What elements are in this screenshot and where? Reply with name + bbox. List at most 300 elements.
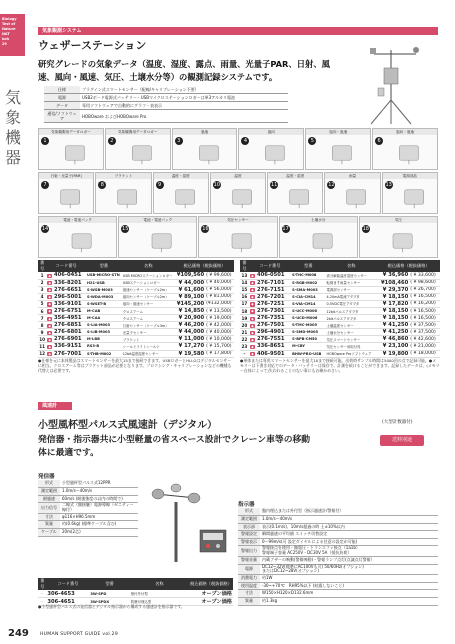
table-row: [38, 350, 234, 357]
product-number-badge: 8: [98, 181, 106, 189]
order-note-right: ●単体または専用スマートセンサーを最大10まで接続可能。出荷時サンプル時間は5000回の点で記録可能。●メモリーは下書き対応でのデータ・バッテリーは保存で、計測を続けることができます。記録したデータは、(メモリー自体によって)失われることのない事にもお確かめさい。: [240, 358, 440, 374]
product-number-badge: 1: [41, 137, 49, 145]
order-price: ¥ 17,270: [175, 343, 205, 350]
product-number-badge: 2: [108, 137, 116, 145]
order-code: 296-4901: [256, 329, 291, 336]
order-name: クロスアーム: [122, 307, 175, 314]
order-code: 276-7351: [256, 315, 291, 322]
table-row: [38, 315, 234, 322]
order-price-ex-tax: ( ¥ 37,500): [409, 329, 440, 336]
transmitter-heading: 発信器: [38, 474, 55, 480]
product-image: [223, 185, 261, 209]
table-row: [38, 293, 234, 300]
badge-cell: [249, 279, 256, 286]
product-number-badge: 13: [385, 182, 392, 188]
order-price-ex-tax: ( ¥ 18,000): [409, 350, 440, 357]
shipping-icon: ◆: [48, 302, 51, 307]
spec-key: 表示部: [238, 523, 260, 531]
order-price-ex-tax: (¥132,000): [205, 300, 234, 307]
order-note-left: ●仕様を元に本体製品はスマートセンサーを最大15まで接続できます。USBロガーとHLLGはデジタルセンサーに相当。クロスアーム等はブラケット部品が必要となります。プロクシング・キャリブレーションなどの機種も代替えは必要です。: [38, 358, 232, 374]
order-price: ¥ 44,000: [175, 329, 205, 336]
order-no: 1: [38, 272, 46, 279]
table-row: [38, 307, 234, 314]
shipping-icon: ◆: [48, 295, 51, 300]
product-cell: [38, 172, 94, 214]
product-title: 温度: [211, 173, 265, 179]
anemometer-order-note: ●小型風杯型パルス式の発信器とデジタル指示器から構成する風速計を指示器です。: [38, 604, 185, 609]
badge-cell: [249, 350, 256, 357]
product-image: [395, 185, 433, 209]
col-header: コード番号: [249, 260, 291, 272]
order-code: 336-8201: [53, 279, 86, 286]
order-code: 356-4951: [53, 315, 86, 322]
product-cell: [38, 216, 117, 258]
order-name: 気圧センサー用取付具: [325, 343, 377, 350]
shipping-icon: ◆: [48, 273, 51, 278]
spec-row: [238, 598, 438, 606]
badge-cell: [249, 286, 256, 293]
order-model: S-LIB-M003: [86, 329, 122, 336]
order-price-ex-tax: ( ¥ 40,000): [205, 279, 234, 286]
order-no: 2: [38, 279, 46, 286]
table-row: [240, 350, 440, 357]
order-code: 336-8651: [256, 343, 291, 350]
order-no: 23: [241, 343, 248, 349]
order-table-left: [38, 260, 234, 358]
product-title: 気圧: [360, 217, 437, 223]
spec-value: 約1.3kg: [260, 598, 438, 606]
sidebar-tag: Biology Test of Nature NAT koh 29: [0, 14, 25, 56]
order-table-right: [240, 260, 440, 358]
product-cell: [324, 172, 380, 214]
section2-title: 小型風杯型パルス式風速計（デジタル）: [38, 420, 218, 431]
order-price-ex-tax: ( ¥ 99,600): [205, 272, 234, 279]
order-name: 0-5VDC電圧アダプタ: [325, 300, 377, 307]
spec-row: [238, 508, 438, 516]
order-name: 気圧スマートセンサー: [325, 336, 377, 343]
transmitter-spec-table: [38, 480, 138, 537]
spec-key: 使用温度: [238, 582, 260, 590]
shipping-icon: ◆: [48, 351, 51, 356]
section1-spec-table: [44, 86, 288, 123]
order-model: S-CIA-CM14: [291, 293, 325, 300]
order-price-ex-tax: ( ¥ 26,700): [409, 286, 440, 293]
order-model: 3W-SPD: [89, 590, 129, 598]
order-no: 5: [38, 300, 46, 307]
table-row: [38, 279, 234, 286]
product-cell: [210, 172, 266, 214]
product-image: [51, 185, 89, 209]
badge-cell: [249, 272, 256, 279]
order-price: ¥ 20,900: [175, 315, 205, 322]
spec-key: 警報表示: [238, 538, 260, 546]
table-row: [38, 329, 234, 336]
shipping-icon: ◆: [48, 288, 51, 293]
order-price: ¥ 61,600: [175, 286, 205, 293]
order-price-ex-tax: ( ¥ 81,000): [205, 293, 234, 300]
product-image: [131, 229, 192, 253]
order-no: 21: [241, 329, 248, 335]
spec-key: 形式: [238, 508, 260, 516]
order-name: シールドライトシールド: [122, 343, 175, 350]
shipping-icon: ◆: [48, 281, 51, 286]
order-name: USBステーションロガー: [122, 279, 175, 286]
spec-key: ケーブル: [38, 529, 60, 537]
order-model: M-CAB: [86, 307, 122, 314]
order-model: BHW-PRO-USB: [291, 350, 325, 357]
order-code: 276-7251: [256, 300, 291, 307]
col-header: 名称: [130, 578, 189, 590]
product-title: 電池・電池パック: [119, 217, 196, 223]
spec-key: 耐風速: [38, 495, 60, 503]
order-code: 276-6801: [53, 329, 86, 336]
product-image: [280, 185, 318, 209]
spec-value: 二線式（無接触）電源導線（ゼニティー線付）: [60, 503, 138, 514]
order-no: 9: [38, 329, 46, 336]
product-number-badge: 15: [122, 226, 129, 232]
table-row: [38, 300, 234, 307]
order-price: ¥ 18,150: [377, 307, 409, 314]
order-name: 風向センサー（ケーブル2m）: [122, 293, 175, 300]
spec-value: 盤内埋込または外付型（指示風速計/警報付）: [260, 508, 438, 516]
order-model: M-CAA: [86, 315, 122, 322]
spec-row: [38, 488, 138, 496]
product-row: [38, 172, 438, 214]
order-no: 8: [38, 322, 46, 329]
spec-row: [38, 503, 138, 514]
order-code: 306-4651: [46, 598, 89, 606]
product-row: [38, 216, 438, 258]
order-no: 17: [241, 301, 248, 307]
product-cell: [372, 128, 438, 170]
table-row: [38, 343, 234, 350]
order-name: 防塵付埋込型: [130, 598, 189, 606]
spec-value: W150×H120×D132.6mm: [260, 590, 438, 598]
spec-row: [38, 480, 138, 488]
spec-value: 表示(0.1m/s)、10m/s超過の時 土±10%以内: [260, 523, 438, 531]
sidebar: [0, 0, 27, 644]
order-name: 2bitパルスアダプタ: [325, 315, 377, 322]
order-model: S-RGB-M002: [291, 279, 325, 286]
order-model: S-LIA-M003: [86, 322, 122, 329]
badge-cell: [249, 300, 256, 307]
order-price: ¥109,560: [176, 272, 205, 279]
shipping-icon: ◆: [251, 288, 254, 293]
product-image: [166, 185, 204, 209]
order-model: M-CBY: [291, 343, 325, 350]
product-image: [51, 141, 99, 165]
order-price-ex-tax: ( ¥ 40,000): [205, 329, 234, 336]
product-number-badge: 6: [375, 137, 383, 145]
order-price: ¥ 18,150: [377, 315, 409, 322]
order-price: ¥ 18,150: [377, 293, 409, 300]
order-price: ¥ 44,000: [175, 279, 205, 286]
spec-row: [238, 564, 438, 575]
order-code: 406-9501: [256, 350, 291, 357]
spec-key: 測定範囲: [38, 488, 60, 496]
spec-row: [238, 516, 438, 524]
order-name: ブラケット: [122, 336, 175, 343]
section2-note: (大型計数器付): [382, 420, 413, 425]
order-no: 18: [241, 308, 248, 314]
shipping-icon: ◆: [251, 344, 254, 349]
product-title: 風速: [173, 129, 237, 135]
spec-value: 約1W: [260, 575, 438, 583]
col-header: コード番号: [46, 260, 86, 272]
product-image: [108, 185, 146, 209]
order-price: ¥ 11,000: [175, 336, 205, 343]
product-cell: [198, 216, 277, 258]
product-title: 電池・電池パック: [39, 217, 116, 223]
product-number-badge: 3: [175, 137, 183, 145]
table-row: [38, 322, 234, 329]
spec-key: 形式: [38, 480, 60, 488]
order-no: –: [38, 598, 46, 606]
order-name: 風向・風速センサー: [122, 300, 175, 307]
order-code: 276-7101: [256, 279, 291, 286]
product-image: [251, 141, 299, 165]
order-price-ex-tax: ( ¥ 37,500): [409, 322, 440, 329]
product-number-badge: 14: [41, 226, 49, 232]
spec-value: 約(0.6kg) (標準ケーブル含む): [60, 521, 138, 529]
spec-row: [238, 523, 438, 531]
weather-station-image: [356, 40, 426, 125]
section1-band: 気象観測システム: [38, 27, 438, 35]
col-header: 番号: [240, 260, 249, 272]
order-name: 12bitパルスアダプタ: [325, 307, 377, 314]
badge-cell: [249, 336, 256, 343]
spec-row: [238, 531, 438, 539]
shipping-icon: ◆: [251, 330, 254, 335]
product-cell: [305, 128, 371, 170]
order-code: 276-6651: [53, 286, 86, 293]
product-title: 気象観測用データロガー: [39, 129, 103, 135]
section1-tagline: 研究グレードの気象データ（温度、湿度、露点、雨量、光量子PAR、日射、風速、風向・風速、気圧、土壌水分等）の観測記録システムです。: [38, 59, 330, 82]
table-row: [38, 286, 234, 293]
section1-title: ウェザーステーション: [38, 39, 147, 52]
order-model: H21-USB: [86, 279, 122, 286]
spec-value: 小型風杯型パルス式12PPR: [60, 480, 138, 488]
order-code: 296-5001: [53, 293, 86, 300]
page-number: 249: [8, 628, 29, 639]
table-row: [240, 336, 440, 343]
order-code: 406-0451: [53, 272, 86, 279]
order-name: クロスアーム: [122, 315, 175, 322]
order-no: 15: [241, 287, 248, 293]
badge-cell: [46, 350, 53, 357]
shipping-icon: ◆: [251, 316, 254, 321]
spec-row: [38, 513, 138, 521]
order-no: 6: [38, 307, 46, 314]
sidebar-vertical-text: 気象機器: [4, 88, 21, 167]
product-number-badge: 7: [41, 181, 49, 189]
order-no: –: [38, 590, 46, 598]
spec-value: 瞬間風速の平均値 スイッチ切替設定: [260, 531, 438, 539]
spec-key: 質量: [238, 598, 260, 606]
product-title: 電源部品: [383, 173, 437, 179]
col-header: 税込価格（税抜価格）: [377, 260, 440, 272]
col-header: 番号: [38, 260, 46, 272]
order-code: 276-7151: [256, 286, 291, 293]
product-cell: [95, 172, 151, 214]
order-price: ¥ 41,250: [377, 329, 409, 336]
order-code: 406-0501: [256, 272, 291, 279]
spec-row: [238, 546, 438, 557]
order-name: 光量子センサー: [122, 329, 175, 336]
spec-row: [238, 590, 438, 598]
product-cell: [172, 128, 238, 170]
order-code: 276-7001: [53, 350, 86, 357]
order-price: ¥ 46,200: [175, 322, 205, 329]
spec-row: [238, 582, 438, 590]
badge-cell: [46, 300, 53, 307]
order-name: 4-20mA電流アダプタ: [325, 293, 377, 300]
shipping-icon: ◆: [251, 351, 254, 356]
order-no: 10: [39, 336, 46, 342]
order-model: M-LBB: [86, 336, 122, 343]
product-number-badge: 10: [213, 182, 221, 188]
product-image: [318, 141, 366, 165]
product-title: 風向: [239, 129, 303, 135]
product-number-badge: 17: [282, 226, 289, 232]
anemometer-image: [148, 474, 230, 570]
order-name: 日射センサー（ケーブル3m）: [122, 322, 175, 329]
order-name: 電源部センサー: [325, 286, 377, 293]
product-image: [385, 141, 433, 165]
product-number-badge: 12: [328, 182, 335, 188]
order-code: 276-7501: [256, 322, 291, 329]
spec-value: 0〜99m/s(可 設定ダイヤルによる任意の設定が可能): [260, 538, 438, 546]
order-price-ex-tax: ( ¥ 16,500): [409, 293, 440, 300]
order-price: ¥ 29,370: [377, 286, 409, 293]
indicator-heading: 指示器: [238, 502, 255, 508]
shipping-icon: ◆: [251, 281, 254, 286]
spec-row: [44, 110, 288, 123]
badge-cell: [46, 279, 53, 286]
order-model: S-SMD-M005: [291, 329, 325, 336]
spec-row: [38, 529, 138, 537]
spec-key: 電源: [44, 94, 80, 102]
order-model: S-THC-M008: [291, 272, 325, 279]
order-price: ¥ 19,800: [377, 350, 409, 357]
product-cell: [279, 216, 358, 258]
order-no: –: [240, 350, 249, 357]
spec-key: 電源: [238, 564, 260, 575]
spec-key: 仕様: [44, 86, 80, 94]
table-row: [240, 322, 440, 329]
product-cell: [118, 216, 197, 258]
spec-value: 警報接点を使用・無電圧・トランスファ接点（1a1b） 警報端子容量 AC250V・DC30V 5A（抵抗負荷）: [260, 546, 438, 557]
table-row: [240, 279, 440, 286]
order-price: オープン価格: [189, 590, 233, 598]
order-model: S-SMA-M003: [291, 286, 325, 293]
badge-cell: [249, 343, 256, 350]
product-cell: [267, 172, 323, 214]
col-header: 型番: [291, 260, 325, 272]
order-model: S-THB-M002: [86, 350, 122, 357]
table-row: [240, 329, 440, 336]
order-price-ex-tax: ( ¥ 10,000): [205, 336, 234, 343]
product-image: [292, 229, 353, 253]
shipping-icon: ◆: [251, 309, 254, 314]
shipping-icon: ◆: [251, 302, 254, 307]
badge-cell: [46, 286, 53, 293]
shipping-icon: ◆: [251, 323, 254, 328]
section2-band: 風速計: [38, 402, 72, 410]
spec-value: -30~+70℃ RH95%以下 (結露しないこと): [260, 582, 438, 590]
shipping-icon: ◆: [48, 337, 51, 342]
badge-cell: [46, 322, 53, 329]
order-price: ¥108,460: [377, 279, 409, 286]
spec-key: 警報音量: [238, 557, 260, 565]
order-price: ¥ 46,860: [377, 336, 409, 343]
product-cell: [105, 128, 171, 170]
order-price-ex-tax: ( ¥ 15,700): [205, 343, 234, 350]
col-header: 名称: [325, 260, 377, 272]
order-name: 壁付外付型: [130, 590, 189, 598]
spec-row: [38, 521, 138, 529]
order-no: 3: [38, 286, 46, 293]
badge-cell: [46, 307, 53, 314]
badge-cell: [249, 322, 256, 329]
order-model: S-TMC-M005: [291, 322, 325, 329]
order-code: 276-6851: [53, 322, 86, 329]
order-no: 22: [241, 336, 248, 342]
col-header: 番号: [38, 578, 46, 590]
product-title: 気圧センサー: [199, 217, 276, 223]
order-model: S-VIA-CM14: [291, 300, 325, 307]
col-header: 名称: [122, 260, 175, 272]
order-price: ¥ 14,850: [175, 307, 205, 314]
order-model: 3W-SPDX: [89, 598, 129, 606]
col-header: 型番: [86, 260, 122, 272]
col-header: 税込価格（税抜価格）: [189, 578, 233, 590]
order-price: ¥ 41,250: [377, 322, 409, 329]
order-price: ¥ 36,960: [377, 272, 409, 279]
product-number-badge: 9: [156, 181, 164, 189]
table-row: [240, 307, 440, 314]
table-row: [240, 300, 440, 307]
spec-value: USB2ボード電源式バッテリー・USBマイクロステーションロガーは単3アルカリ電池: [80, 94, 288, 102]
product-image: [372, 229, 433, 253]
product-title: 土壌水分: [280, 217, 357, 223]
order-name: USB MICROステーションロガー: [122, 272, 175, 279]
product-image: [337, 185, 375, 209]
order-name: 12bit温度湿度センサー: [122, 350, 175, 357]
spec-value: φ116×H96.5mm: [60, 513, 138, 521]
badge-cell: [46, 343, 53, 350]
product-number-badge: 4: [241, 137, 249, 145]
order-price-ex-tax: ( ¥ 42,000): [205, 322, 234, 329]
order-price-ex-tax: ( ¥ 19,000): [205, 315, 234, 322]
spec-key: 警報設定: [238, 531, 260, 539]
product-number-badge: 18: [362, 226, 369, 232]
spec-key: 消費電力: [238, 575, 260, 583]
order-no: 4: [38, 293, 46, 300]
spec-row: [44, 94, 288, 102]
product-number-badge: 11: [270, 182, 278, 188]
order-no: 14: [241, 280, 248, 286]
spec-row: [44, 102, 288, 110]
badge-cell: [46, 315, 53, 322]
shipping-icon: ◆: [251, 273, 254, 278]
spec-value: 60m/s (耐風強度の以内の時間で): [60, 495, 138, 503]
order-code: 276-7201: [256, 293, 291, 300]
product-title: 雨量: [325, 173, 379, 179]
product-number-badge: 5: [308, 137, 316, 145]
shipping-icon: ◆: [48, 309, 51, 314]
shipping-icon: ◆: [251, 295, 254, 300]
